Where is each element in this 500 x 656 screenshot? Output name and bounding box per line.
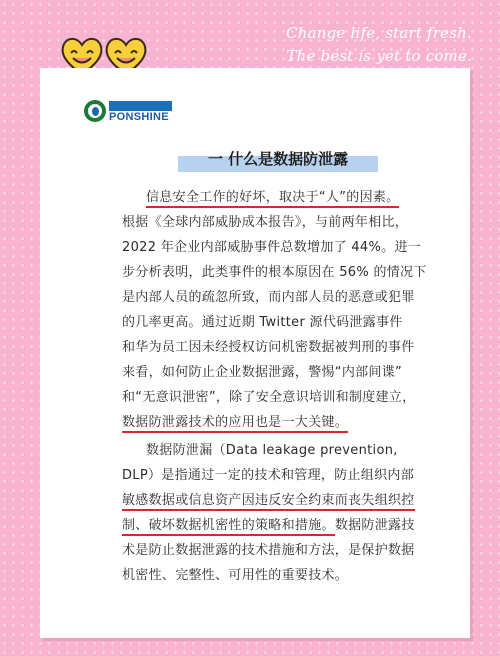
paragraph-1-line-7: 和华为员工因未经授权访问机密数据被判刑的事件 bbox=[122, 340, 415, 355]
slogan-line-1: Change life, start fresh. bbox=[286, 24, 472, 42]
logo-mark-icon bbox=[84, 100, 106, 122]
logo-text: PONSHINE bbox=[109, 111, 169, 123]
paragraph-1-line-9: 和“无意识泄密”，除了安全意识培训和制度建立， bbox=[122, 390, 416, 405]
slogan bbox=[286, 22, 472, 68]
paragraph-2-line-4-underlined: 制、破坏数据机密性的策略和措施。 bbox=[122, 518, 335, 536]
paragraph-2-line-1: 数据防泄漏（Data leakage prevention, bbox=[146, 443, 398, 458]
paragraph-1-line-1: 信息安全工作的好坏，取决于“人”的因素。 bbox=[146, 190, 399, 208]
paragraph-1-line-10: 数据防泄露技术的应用也是一大关键。 bbox=[122, 415, 348, 433]
content-card bbox=[40, 68, 470, 638]
paragraph-2-line-5: 术是防止数据泄露的技术措施和方法，是保护数据 bbox=[122, 543, 415, 558]
paragraph-1-line-6: 的几率更高。通过近期 Twitter 源代码泄露事件 bbox=[122, 315, 403, 330]
paragraph-2-line-6: 机密性、完整性、可用性的重要技术。 bbox=[122, 568, 349, 583]
paragraph-1-line-8: 来看，如何防止企业数据泄露，警惕“内部间谍” bbox=[122, 365, 403, 380]
paragraph-1-line-2: 根据《全球内部威胁成本报告》，与前两年相比， bbox=[122, 215, 409, 230]
paragraph-2-line-3: 敏感数据或信息资产因违反安全约束而丧失组织控 bbox=[122, 493, 415, 511]
heading-text: 一 什么是数据防泄露 bbox=[207, 150, 349, 168]
paragraph-1-line-4: 步分析表明，此类事件的根本原因在 56% 的情况下 bbox=[122, 265, 427, 280]
paragraph-1-line-5: 是内部人员的疏忽所致，而内部人员的恶意或犯罪 bbox=[122, 290, 415, 305]
paragraph-1-line-3: 2022 年企业内部威胁事件总数增加了 44%。进一 bbox=[122, 240, 422, 255]
paragraph-1 bbox=[122, 185, 456, 435]
paragraph-2-line-2: DLP）是指通过一定的技术和管理，防止组织内部 bbox=[122, 468, 414, 483]
paragraph-2 bbox=[122, 438, 456, 588]
section-heading bbox=[178, 144, 378, 174]
slogan-line-2: The best is yet to come. bbox=[286, 47, 472, 65]
paragraph-2-line-4-rest: 数据防泄露技 bbox=[334, 518, 415, 533]
logo-banner bbox=[109, 101, 172, 111]
